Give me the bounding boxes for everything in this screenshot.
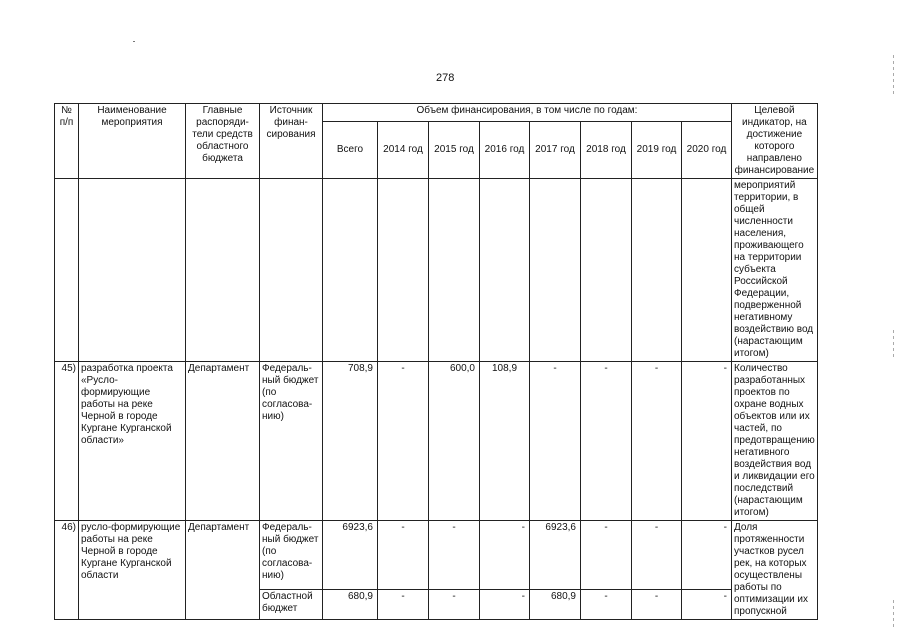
scan-edge-mark bbox=[893, 600, 894, 630]
cont-2014 bbox=[378, 179, 429, 362]
header-source: Источник финан-сирования bbox=[260, 104, 323, 179]
header-year-2020: 2020 год bbox=[682, 122, 732, 179]
row46-federal-2020: - bbox=[682, 521, 732, 590]
row45-indicator: Количество разработанных проектов по охране водных объектов или их частей, по предотвращению негативного воздействия вод и ликвидации его последствий (нарастающим итогом) bbox=[732, 362, 818, 521]
row46-regional-2016: - bbox=[480, 589, 530, 619]
row45-num: 45) bbox=[55, 362, 79, 521]
scan-speck bbox=[133, 41, 135, 42]
header-year-2015: 2015 год bbox=[429, 122, 480, 179]
header-indicator: Целевой индикатор, на достижение которого направлено финансирование bbox=[732, 104, 818, 179]
row46-regional-2017: 680,9 bbox=[530, 589, 581, 619]
row45-source: Федераль-ный бюджет (по согласова-нию) bbox=[260, 362, 323, 521]
row45-2018: - bbox=[581, 362, 632, 521]
cont-2016 bbox=[480, 179, 530, 362]
cont-2018 bbox=[581, 179, 632, 362]
header-name: Наименование мероприятия bbox=[79, 104, 186, 179]
row46-manager: Департамент bbox=[186, 521, 260, 620]
row45-2015: 600,0 bbox=[429, 362, 480, 521]
row46-regional-2015: - bbox=[429, 589, 480, 619]
cont-2017 bbox=[530, 179, 581, 362]
financing-table bbox=[54, 103, 818, 620]
table-row-46 bbox=[55, 521, 818, 590]
row46-federal-2016: - bbox=[480, 521, 530, 590]
cont-source bbox=[260, 179, 323, 362]
header-total: Всего bbox=[323, 122, 378, 179]
cont-manager bbox=[186, 179, 260, 362]
row45-2019: - bbox=[632, 362, 682, 521]
header-year-2016: 2016 год bbox=[480, 122, 530, 179]
row45-2014: - bbox=[378, 362, 429, 521]
row46-source-regional: Областной бюджет bbox=[260, 589, 323, 619]
table-row-45 bbox=[55, 362, 818, 521]
row46-num: 46) bbox=[55, 521, 79, 620]
row46-name: русло-формирующие работы на реке Черной в городе Кургане Курганской области bbox=[79, 521, 186, 620]
row45-2016: 108,9 bbox=[480, 362, 530, 521]
header-year-2018: 2018 год bbox=[581, 122, 632, 179]
header-managers: Главные распоряди-тели средств областного бюджета bbox=[186, 104, 260, 179]
row46-indicator: Доля протяженности участков русел рек, на которых осуществлены работы по оптимизации их пропускной bbox=[732, 521, 818, 620]
header-volume: Объем финансирования, в том числе по годам: bbox=[323, 104, 732, 122]
row46-federal-2014: - bbox=[378, 521, 429, 590]
scan-edge-mark bbox=[893, 330, 894, 360]
header-year-2017: 2017 год bbox=[530, 122, 581, 179]
row46-federal-2019: - bbox=[632, 521, 682, 590]
page-number: 278 bbox=[436, 72, 455, 84]
scan-edge-mark bbox=[893, 55, 894, 95]
row46-regional-2020: - bbox=[682, 589, 732, 619]
row45-2017: - bbox=[530, 362, 581, 521]
header-year-2019: 2019 год bbox=[632, 122, 682, 179]
row46-federal-2015: - bbox=[429, 521, 480, 590]
cont-num bbox=[55, 179, 79, 362]
row45-manager: Департамент bbox=[186, 362, 260, 521]
row45-name: разработка проекта «Русло-формирующие работы на реке Черной в городе Кургане Курганской области» bbox=[79, 362, 186, 521]
header-num: № п/п bbox=[55, 104, 79, 179]
header-year-2014: 2014 год bbox=[378, 122, 429, 179]
row46-regional-2014: - bbox=[378, 589, 429, 619]
row46-regional-2019: - bbox=[632, 589, 682, 619]
row45-total: 708,9 bbox=[323, 362, 378, 521]
row46-regional-2018: - bbox=[581, 589, 632, 619]
row46-federal-2017: 6923,6 bbox=[530, 521, 581, 590]
cont-2015 bbox=[429, 179, 480, 362]
cont-indicator: мероприятий территории, в общей численности населения, проживающего на территории субъекта Российской Федерации, подверженной негативному воздействию вод (нарастающим итогом) bbox=[732, 179, 818, 362]
cont-2019 bbox=[632, 179, 682, 362]
row46-source-federal: Федераль-ный бюджет (по согласова-нию) bbox=[260, 521, 323, 590]
cont-2020 bbox=[682, 179, 732, 362]
row46-federal-2018: - bbox=[581, 521, 632, 590]
cont-name bbox=[79, 179, 186, 362]
header-row bbox=[55, 104, 818, 122]
cont-total bbox=[323, 179, 378, 362]
row46-regional-total: 680,9 bbox=[323, 589, 378, 619]
table-row-continuation bbox=[55, 179, 818, 362]
row45-2020: - bbox=[682, 362, 732, 521]
row46-federal-total: 6923,6 bbox=[323, 521, 378, 590]
